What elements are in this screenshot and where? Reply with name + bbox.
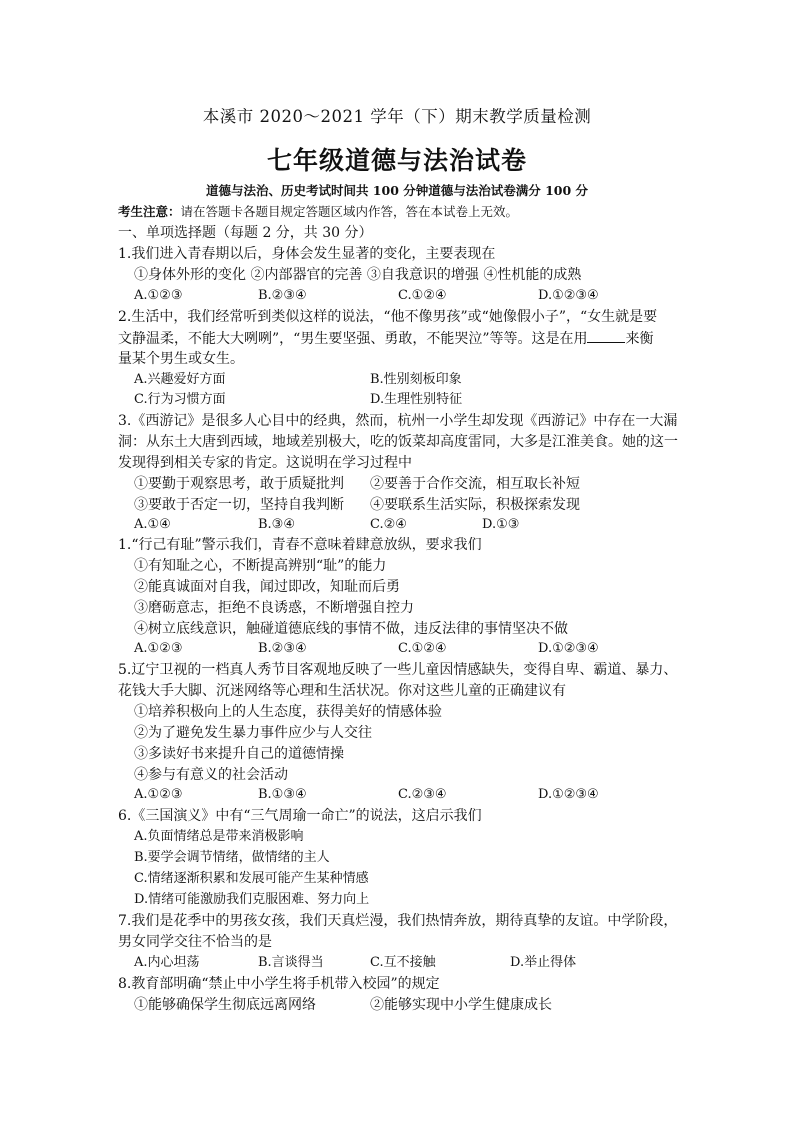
- question-2-stem-tail: 来衡: [625, 331, 654, 347]
- answer-blank: [587, 329, 625, 343]
- question-3-item-1: ①要勤于观察思考，敢于质疑批判: [134, 476, 344, 492]
- question-3-option-b: B.③④: [258, 517, 295, 532]
- question-3-item-2: ②要善于合作交流，相互取长补短: [370, 476, 580, 492]
- question-5-option-d: D.①②③④: [538, 787, 599, 802]
- question-4-option-c: C.①②④: [398, 641, 447, 656]
- question-6-option-c: C.情绪逐渐积累和发展可能产生某种情感: [134, 871, 369, 886]
- question-6-option-d: D.情绪可能激励我们克服困难、努力向上: [134, 892, 370, 907]
- question-5-option-a: A.①②③: [134, 787, 183, 802]
- question-4-item-1: ①有知耻之心，不断提高辨别“耻”的能力: [134, 558, 387, 574]
- question-5-item-3: ③多读好书来提升自己的道德情操: [134, 746, 344, 762]
- question-6-stem: 6.《三国演义》中有“三气周瑜一命亡”的说法，这启示我们: [118, 808, 482, 824]
- question-1-stem: 1.我们进入青春期以后，身体会发生显著的变化，主要表现在: [118, 246, 496, 262]
- question-5-stem-line1: 5.辽宁卫视的一档真人秀节目客观地反映了一些儿童因情感缺失，变得自卑、霸道、暴力、: [118, 662, 678, 678]
- question-3-option-c: C.②④: [370, 517, 407, 532]
- question-3-option-d: D.①③: [482, 517, 520, 532]
- question-3-option-a: A.①④: [134, 517, 171, 532]
- question-1-option-c: C.①②④: [398, 288, 447, 303]
- question-7-option-b: B.言谈得当: [258, 955, 324, 970]
- question-6-option-b: B.要学会调节情绪，做情绪的主人: [134, 850, 330, 865]
- question-4-option-b: B.②③④: [258, 641, 307, 656]
- question-1-option-a: A.①②③: [134, 288, 183, 303]
- notice-label: 考生注意：: [118, 204, 181, 219]
- section-heading: 一、单项选择题（每题 2 分，共 30 分）: [118, 225, 373, 241]
- question-7-stem-line1: 7.我们是花季中的男孩女孩，我们天真烂漫，我们热情奔放，期待真挚的友谊。中学阶段，: [118, 913, 678, 929]
- question-2-option-c: C.行为习惯方面: [134, 392, 226, 407]
- question-8-item-2: ②能够实现中小学生健康成长: [370, 997, 552, 1013]
- question-7-option-a: A.内心坦荡: [134, 955, 200, 970]
- question-3-item-3: ③要敢于否定一切，坚持自我判断: [134, 497, 344, 513]
- candidate-notice: [118, 203, 518, 221]
- question-1-items: ①身体外形的变化 ②内部器官的完善 ③自我意识的增强 ④性机能的成熟: [134, 267, 582, 283]
- question-4-item-2: ②能真诚面对自我，闻过即改，知耻而后勇: [134, 579, 400, 595]
- question-7-option-c: C.互不接触: [370, 955, 436, 970]
- question-4-option-a: A.①②③: [134, 641, 183, 656]
- question-5-item-4: ④参与有意义的社会活动: [134, 767, 288, 783]
- question-3-item-4: ④要联系生活实际，积极探索发现: [370, 497, 580, 513]
- question-2-option-b: B.性别刻板印象: [370, 372, 462, 387]
- question-7-stem-line2: 男女同学交往不恰当的是: [118, 934, 272, 950]
- question-5-stem-line2: 花钱大手大脚、沉迷网络等心理和生活状况。你对这些儿童的正确建议有: [118, 683, 566, 699]
- question-2-option-a: A.兴趣爱好方面: [134, 372, 226, 387]
- question-1-option-b: B.②③④: [258, 288, 307, 303]
- question-3-stem-line1: 3.《西游记》是很多人心目中的经典，然而，杭州一小学生却发现《西游记》中存在一大漏: [118, 413, 678, 429]
- question-1-option-d: D.①②③④: [538, 288, 599, 303]
- question-2-stem-text: 文静温柔，不能大大咧咧”，“男生要坚强、勇敢，不能哭泣”等等。这是在用: [118, 331, 588, 347]
- exam-time-score-note: 道德与法治、历史考试时间共 100 分钟道德与法治试卷满分 100 分: [205, 183, 589, 198]
- question-7-option-d: D.举止得体: [510, 955, 577, 970]
- question-3-stem-line3: 发现得到相关专家的肯定。这说明在学习过程中: [118, 455, 412, 471]
- question-2-option-d: D.生理性别特征: [370, 392, 463, 407]
- question-2-stem-line2: [118, 329, 653, 348]
- question-5-item-1: ①培养积极向上的人生态度，获得美好的情感体验: [134, 704, 442, 720]
- question-5-option-c: C.②③④: [398, 787, 447, 802]
- question-4-item-3: ③磨砺意志，拒绝不良诱惑，不断增强自控力: [134, 600, 414, 616]
- question-2-stem-line1: 2.生活中，我们经常听到类似这样的说法，“他不像男孩”或“她像假小子”，“女生就是要: [118, 309, 658, 325]
- question-5-option-b: B.①③④: [258, 787, 307, 802]
- question-4-stem: 1.“行己有耻”警示我们，青春不意味着肆意放纵，要求我们: [118, 537, 482, 553]
- question-6-option-a: A.负面情绪总是带来消极影响: [134, 829, 304, 844]
- notice-text: 请在答题卡各题目规定答题区域内作答，答在本试卷上无效。: [180, 204, 519, 219]
- question-2-stem-line3: 量某个男生或女生。: [118, 351, 244, 367]
- exam-paper-title: 七年级道德与法治试卷: [266, 146, 527, 175]
- exam-header-title: 本溪市 2020～2021 学年（下）期末教学质量检测: [202, 107, 592, 126]
- question-4-option-d: D.①②③④: [538, 641, 599, 656]
- question-8-item-1: ①能够确保学生彻底远离网络: [134, 997, 316, 1013]
- question-8-stem: 8.教育部明确“禁止中小学生将手机带入校园”的规定: [118, 976, 440, 992]
- question-4-item-4: ④树立底线意识，触碰道德底线的事情不做，违反法律的事情坚决不做: [134, 621, 568, 637]
- question-5-item-2: ②为了避免发生暴力事件应少与人交往: [134, 725, 372, 741]
- question-3-stem-line2: 洞：从东土大唐到西域，地域差别极大，吃的饭菜却高度雷同，大多是江淮美食。她的这一: [118, 434, 678, 450]
